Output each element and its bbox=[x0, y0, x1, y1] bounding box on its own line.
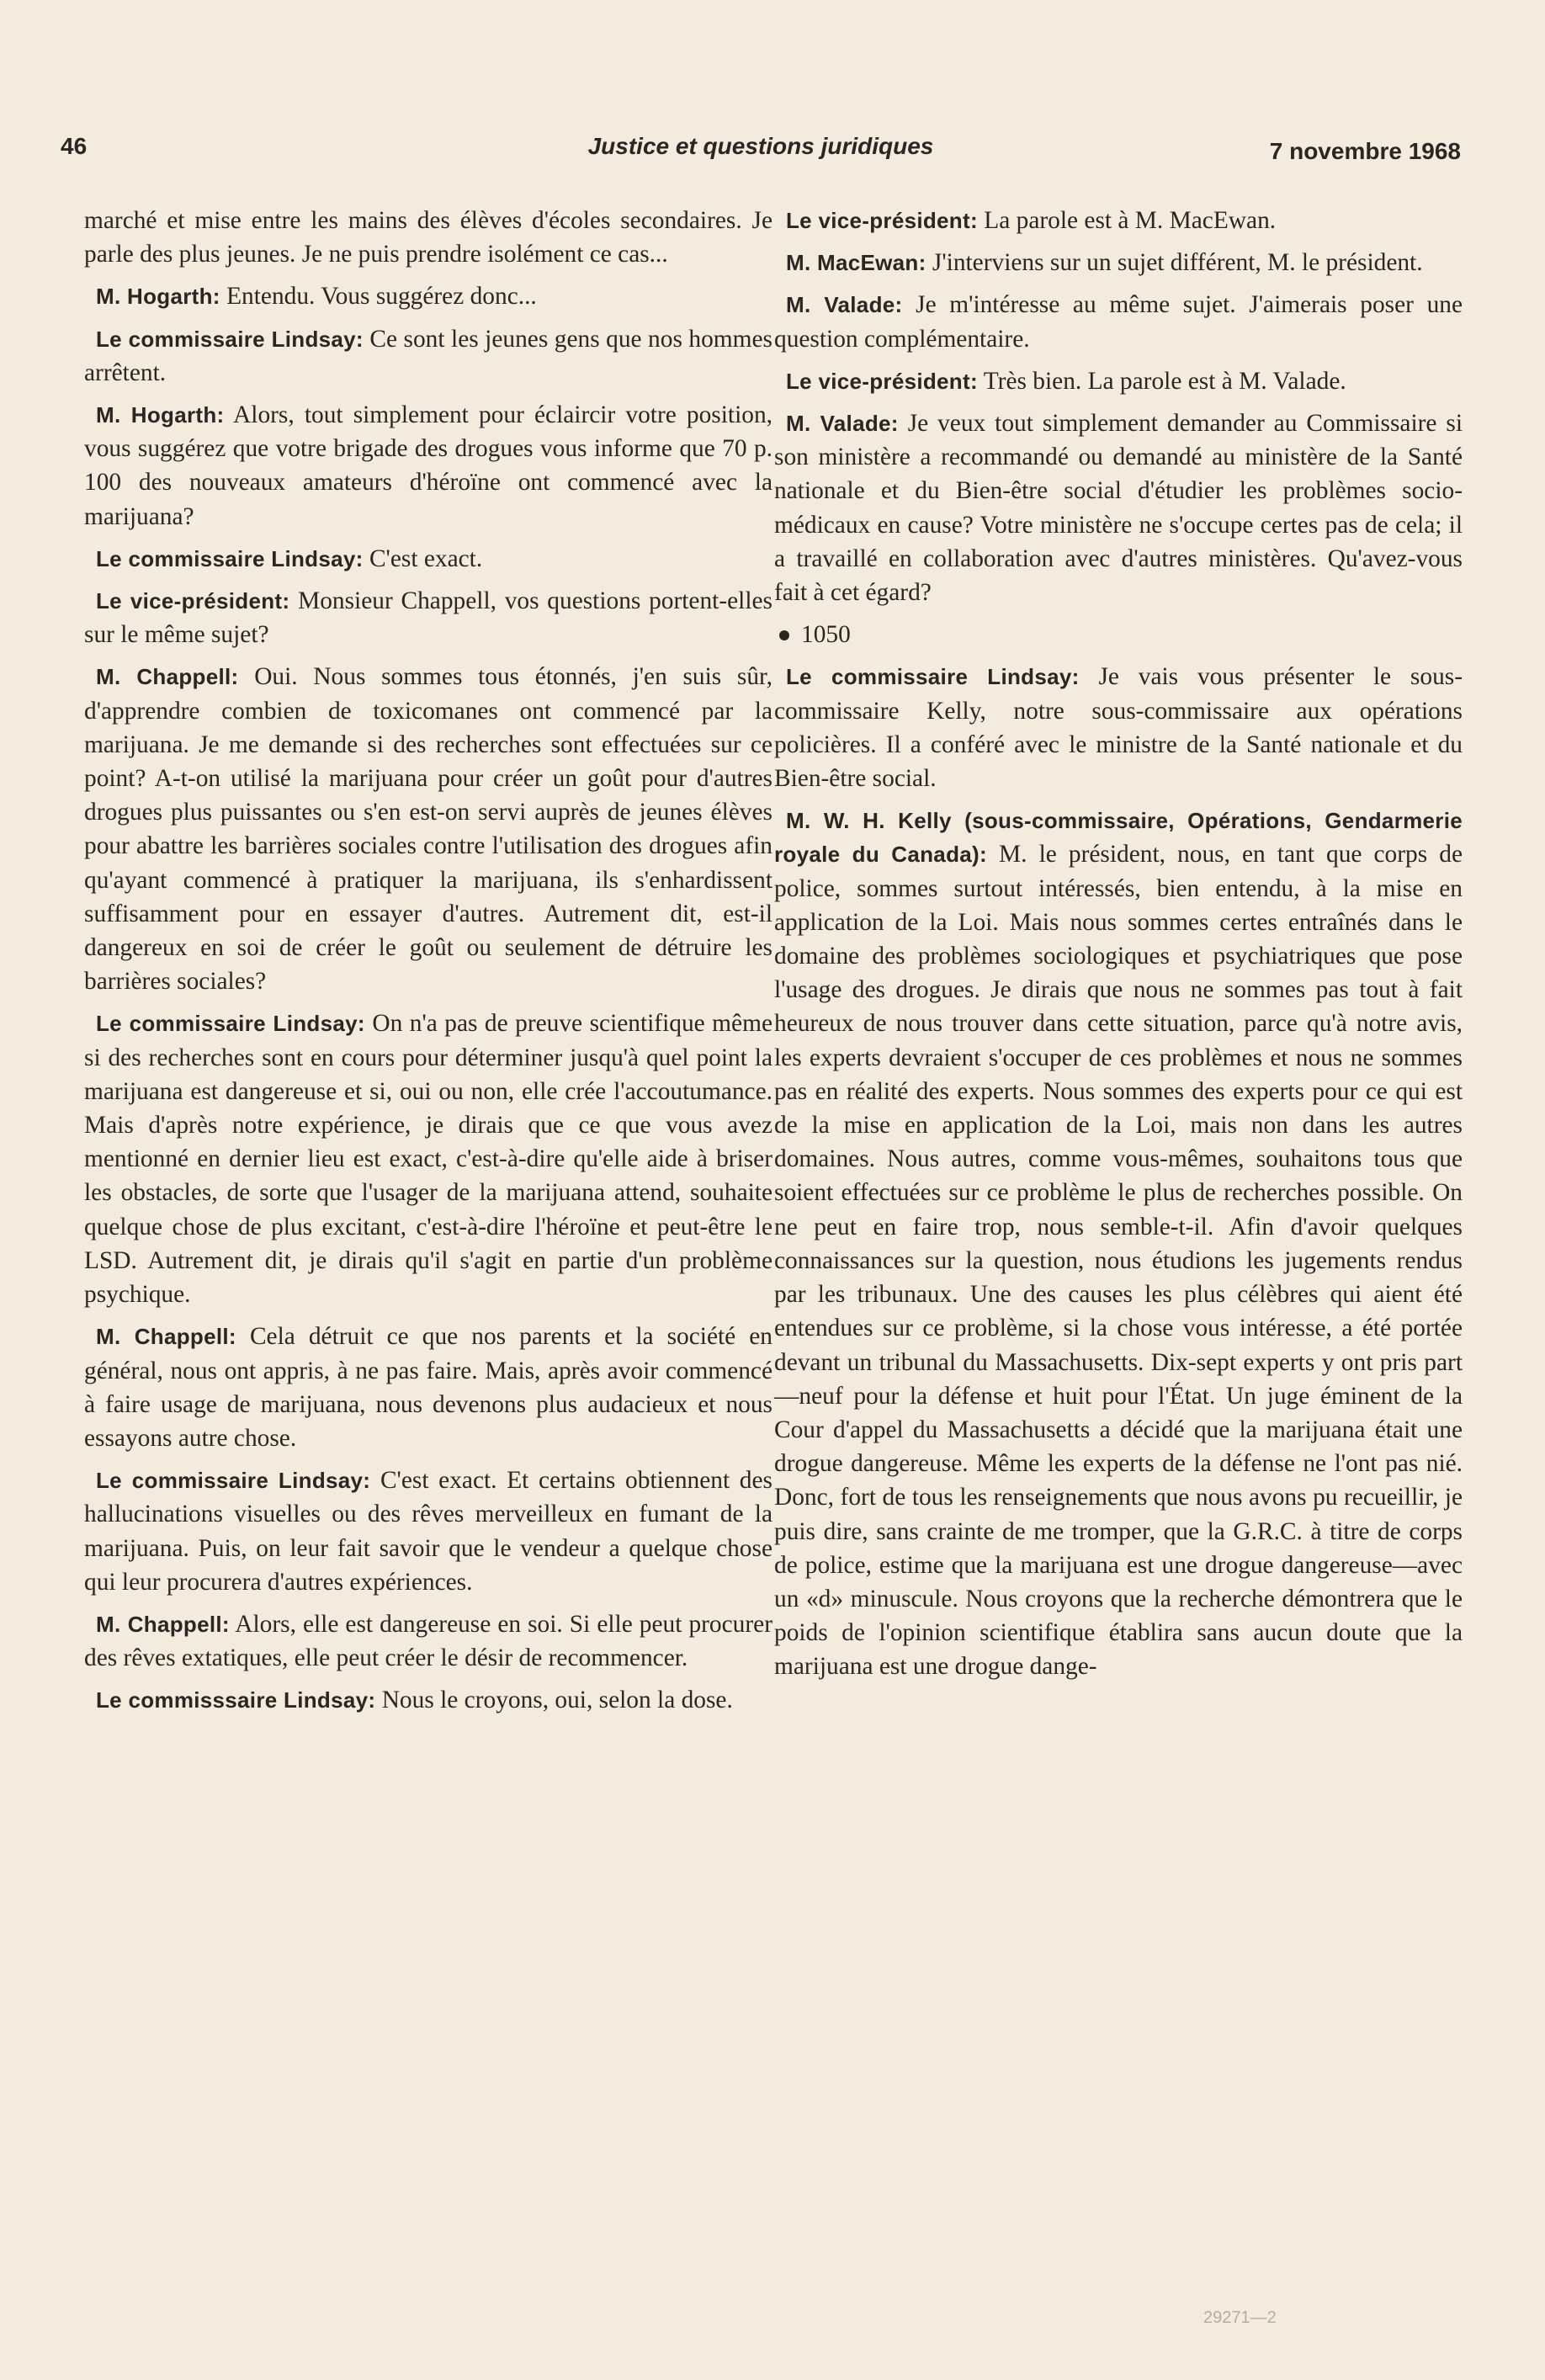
speech-text: Monsieur Chappell, vos questions portent-elles sur le même sujet? bbox=[84, 587, 772, 649]
speech-text: Très bien. La parole est à M. Valade. bbox=[983, 367, 1346, 395]
page-number: 46 bbox=[61, 133, 88, 159]
speaker-name: M. Valade: bbox=[786, 292, 903, 318]
journal-title: Justice et questions juridiques bbox=[587, 133, 934, 159]
speaker-name: Le commissaire Lindsay: bbox=[96, 1011, 365, 1037]
speech-text: Alors, elle est dangereuse en soi. Si elle peut procurer des rêves extatiques, elle peut créer le désir de recommencer. bbox=[84, 1610, 772, 1672]
time-marker bbox=[774, 618, 1463, 651]
paragraph bbox=[84, 1320, 772, 1455]
speech-text: J'interviens sur un sujet différent, M. le président. bbox=[932, 249, 1423, 277]
speaker-name: Le vice-président: bbox=[96, 588, 290, 614]
printer-mark: 29271—2 bbox=[1203, 2308, 1277, 2327]
speech-text: Je veux tout simplement demander au Commissaire si son ministère a recommandé ou demandé au ministère de la Santé nationale et du Bien-être social d'étudier les problèmes socio-médicaux en cause? Votre ministère ne s'occupe certes pas de cela; il a travaillé en collaboration avec d'autres ministères. Qu'avez-vous fait à cet égard? bbox=[774, 410, 1463, 607]
speech-text: Entendu. Vous suggérez donc... bbox=[226, 283, 537, 311]
speaker-name: M. Chappell: bbox=[96, 1324, 236, 1350]
speaker-name: M. Chappell: bbox=[96, 664, 239, 690]
paragraph bbox=[774, 204, 1463, 237]
running-header bbox=[61, 133, 1461, 175]
speech-text: Alors, tout simplement pour éclaircir votre position, vous suggérez que votre brigade des drogues vous informe que 70 p. 100 des nouveaux amateurs d'héroïne ont commencé avec la marijuana? bbox=[84, 401, 772, 530]
speaker-name: M. Hogarth: bbox=[96, 284, 220, 310]
paragraph bbox=[774, 406, 1463, 609]
time-marker-text: 1050 bbox=[801, 621, 851, 649]
speaker-name: Le commisssaire Lindsay: bbox=[96, 1687, 376, 1713]
paragraph bbox=[84, 1683, 772, 1717]
speaker-name: Le vice-président: bbox=[786, 368, 978, 394]
paragraph bbox=[774, 288, 1463, 355]
speaker-name: M. Valade: bbox=[786, 411, 899, 437]
paragraph bbox=[84, 398, 772, 534]
speaker-name: M. Chappell: bbox=[96, 1611, 230, 1637]
speech-text: C'est exact. bbox=[369, 545, 483, 572]
speech-text: Cela détruit ce que nos parents et la société en général, nous ont appris, à ne pas faire. Mais, après avoir commencé à faire usage de marijuana, nous devenons plus audacieux et nous essayons autre chose. bbox=[84, 1323, 772, 1452]
speech-text: Nous le croyons, oui, selon la dose. bbox=[381, 1687, 733, 1714]
bullet-icon bbox=[779, 630, 789, 640]
speaker-name: Le vice-président: bbox=[786, 208, 978, 233]
paragraph bbox=[84, 1607, 772, 1675]
speaker-name: M. Hogarth: bbox=[96, 402, 225, 428]
paragraph bbox=[84, 660, 772, 998]
speech-text: Ce sont les jeunes gens que nos hommes arrêtent. bbox=[84, 325, 772, 386]
speech-text: marché et mise entre les mains des élèves d'écoles secondaires. Je parle des plus jeunes. Je ne puis prendre isolément ce cas... bbox=[84, 207, 772, 268]
paragraph bbox=[84, 1464, 772, 1599]
paragraph bbox=[774, 804, 1463, 1683]
left-column bbox=[84, 204, 772, 1726]
speaker-name: Le commissaire Lindsay: bbox=[96, 1468, 371, 1494]
paragraph bbox=[84, 204, 772, 271]
speaker-name: Le commissaire Lindsay: bbox=[96, 545, 364, 571]
speaker-name: M. W. H. Kelly (sous-commissaire, Opérations, Gendarmerie royale du Canada): bbox=[774, 808, 1463, 868]
speech-text: M. le président, nous, en tant que corps de police, sommes surtout intéressés, bien entendu, à la mise en application de la Loi. Mais nous sommes certes entraînés dans le domaine des problèmes sociologiques et psychiatriques que pose l'usage des drogues. Je dirais que nous ne sommes pas tout à fait heureux de nous trouver dans cette situation, parce qu'à notre avis, les experts devraient s'occuper de ces problèmes et nous ne sommes pas en réalité des experts. Nous sommes des experts pour ce qui est de la mise en application de la Loi, mais non dans les autres domaines. Nous autres, comme vous-mêmes, souhaitons tous que soient effectuées sur ce problème le plus de recherches possible. On ne peut en faire trop, nous semble-t-il. Afin d'avoir quelques connaissances sur la question, nous étudions les jugements rendus par les tribunaux. Une des causes les plus célèbres qui aient été entendues sur ce problème, si la chose vous intéresse, a été portée devant un tribunal du Massachusetts. Dix-sept experts y ont pris part—neuf pour la défense et huit pour l'État. Un juge éminent de la Cour d'appel du Massachusetts a décidé que la marijuana était une drogue dangereuse. Même les experts de la défense ne l'ont pas nié. Donc, fort de tous les renseignements que nous avons pu recueillir, je puis dire, sans crainte de me tromper, que la G.R.C. à titre de corps de police, estime que la marijuana est une drogue dangereuse—avec un «d» minuscule. Nous croyons que la recherche démontrera que le poids de l'opinion scientifique établira sans aucun doute que la marijuana est une drogue dange- bbox=[774, 841, 1463, 1681]
speaker-name: M. MacEwan: bbox=[786, 250, 926, 276]
paragraph bbox=[84, 322, 772, 390]
right-column bbox=[774, 204, 1463, 1692]
speech-text: Oui. Nous sommes tous étonnés, j'en suis sûr, d'apprendre combien de toxicomanes ont commencé par la marijuana. Je me demande si des recherches sont effectuées sur ce point? A-t-on utilisé la marijuana pour créer un goût pour d'autres drogues plus puissantes ou s'en est-on servi auprès de jeunes élèves pour abattre les barrières sociales contre l'utilisation des drogues afin qu'ayant commencé à pratiquer la marijuana, ils s'enhardissent suffisamment pour en essayer d'autres. Autrement dit, est-il dangereux en soi de créer le goût ou seulement de détruire les barrières sociales? bbox=[84, 663, 772, 996]
issue-date: 7 novembre 1968 bbox=[1269, 138, 1461, 164]
speaker-name: Le commissaire Lindsay: bbox=[96, 326, 364, 352]
paragraph bbox=[774, 246, 1463, 279]
speech-text: La parole est à M. MacEwan. bbox=[984, 207, 1277, 234]
speech-text: On n'a pas de preuve scientifique même si des recherches sont en cours pour déterminer jusqu'à quel point la marijuana est dangereuse et si, oui ou non, elle crée l'accoutumance. Mais d'après notre expérience, je dirais que ce que vous avez mentionné en dernier lieu est exact, c'est-à-dire qu'elle aide à briser les obstacles, de sorte que l'usager de la marijuana attend, souhaite quelque chose de plus excitant, c'est-à-dire l'héroïne et peut-être le LSD. Autrement dit, je dirais qu'il s'agit en partie d'un problème psychique. bbox=[84, 1010, 772, 1309]
paragraph bbox=[84, 279, 772, 313]
paragraph bbox=[84, 584, 772, 651]
paragraph bbox=[774, 364, 1463, 398]
speech-text: Je vais vous présenter le sous-commissaire Kelly, notre sous-commissaire aux opérations policières. Il a conféré avec le ministre de la Santé nationale et du Bien-être social. bbox=[774, 663, 1463, 793]
paragraph bbox=[84, 542, 772, 576]
speech-text: C'est exact. Et certains obtiennent des hallucinations visuelles ou des rêves merveilleux en fumant de la marijuana. Puis, on leur fait savoir que le vendeur a quelque chose qui leur procurera d'autres expériences. bbox=[84, 1467, 772, 1596]
speaker-name: Le commissaire Lindsay: bbox=[786, 664, 1080, 690]
paragraph bbox=[774, 660, 1463, 795]
paragraph bbox=[84, 1007, 772, 1311]
speech-text: Je m'intéresse au même sujet. J'aimerais poser une question complémentaire. bbox=[774, 291, 1463, 353]
